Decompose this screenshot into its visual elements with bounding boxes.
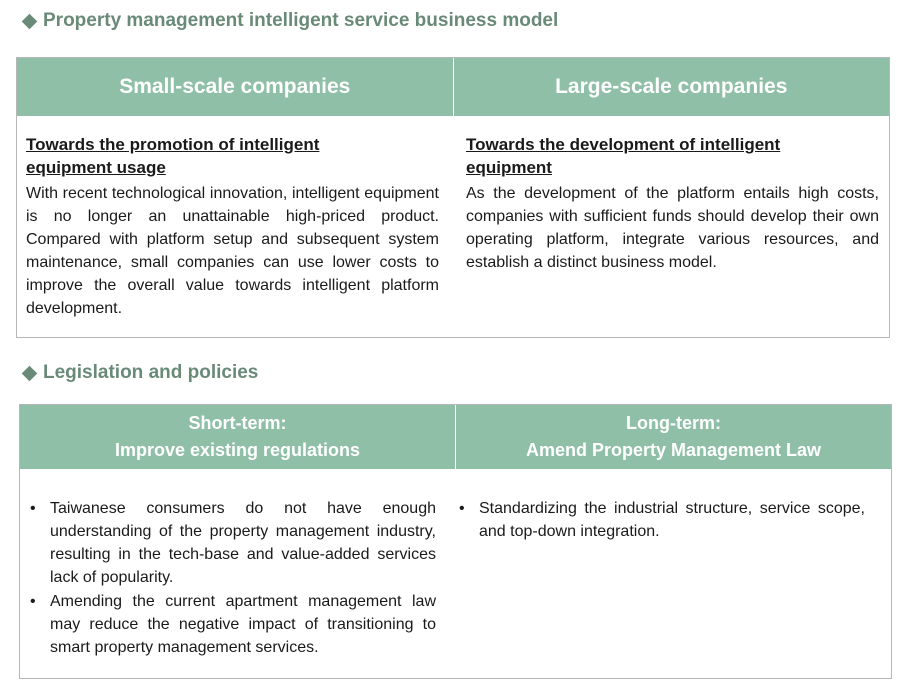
business-model-header-row bbox=[17, 58, 889, 116]
small-scale-heading bbox=[26, 133, 439, 179]
small-scale-body: With recent technological innovation, intelligent equipment is no longer an unattainable high-priced product. Compared with platform setup and subsequent system maintenance, small companies can use lower costs to improve the overall value towards intelligent platform development. bbox=[26, 185, 439, 317]
list-item bbox=[26, 590, 436, 659]
small-scale-cell bbox=[17, 116, 456, 328]
small-scale-heading-line1: Towards the promotion of intelligent bbox=[26, 135, 320, 154]
bullet-icon: • bbox=[459, 500, 465, 517]
legislation-table bbox=[19, 404, 892, 679]
header-short-term-line2: Improve existing regulations bbox=[114, 440, 361, 460]
business-model-table bbox=[16, 57, 890, 338]
large-scale-heading-line2: equipment bbox=[466, 158, 552, 177]
header-short-term-line1: Short-term: bbox=[188, 413, 287, 433]
list-item bbox=[455, 497, 865, 543]
short-term-cell bbox=[20, 469, 449, 668]
section-title-text: Property management intelligent service business model bbox=[43, 10, 559, 31]
header-long-term-line2: Amend Property Management Law bbox=[525, 440, 822, 460]
diamond-icon bbox=[22, 365, 38, 381]
short-term-bullets bbox=[26, 497, 436, 659]
list-item-text: Amending the current apartment management law may reduce the negative impact of transitioning to smart property management services. bbox=[50, 593, 436, 656]
list-item-text: Standardizing the industrial structure, service scope, and top-down integration. bbox=[479, 500, 865, 540]
diamond-icon bbox=[22, 13, 38, 29]
header-large-scale-label: Large-scale companies bbox=[555, 75, 788, 98]
header-long-term-line1: Long-term: bbox=[626, 413, 721, 433]
header-small-scale-label: Small-scale companies bbox=[119, 75, 351, 98]
header-small-scale bbox=[17, 58, 453, 116]
list-item bbox=[26, 497, 436, 589]
header-short-term bbox=[20, 405, 455, 469]
long-term-cell bbox=[449, 469, 891, 668]
section-title-legislation bbox=[22, 362, 258, 384]
business-model-body-row bbox=[17, 116, 889, 328]
header-long-term bbox=[455, 405, 891, 469]
section-title-text: Legislation and policies bbox=[43, 362, 259, 383]
large-scale-heading-line1: Towards the development of intelligent bbox=[466, 135, 781, 154]
bullet-icon: • bbox=[30, 500, 36, 517]
section-title-business-model bbox=[22, 10, 558, 32]
legislation-body-row bbox=[20, 469, 891, 668]
large-scale-body: As the development of the platform entails high costs, companies with sufficient funds should develop their own operating platform, integrate various resources, and establish a distinct business model. bbox=[466, 185, 879, 271]
large-scale-cell bbox=[456, 116, 889, 328]
header-large-scale bbox=[453, 58, 890, 116]
legislation-header-row bbox=[20, 405, 891, 469]
long-term-bullets bbox=[455, 497, 865, 543]
small-scale-heading-line2: equipment usage bbox=[26, 158, 166, 177]
list-item-text: Taiwanese consumers do not have enough understanding of the property management industry, resulting in the tech-base and value-added services lack of popularity. bbox=[50, 500, 436, 586]
bullet-icon: • bbox=[30, 593, 36, 610]
large-scale-heading bbox=[466, 133, 879, 179]
